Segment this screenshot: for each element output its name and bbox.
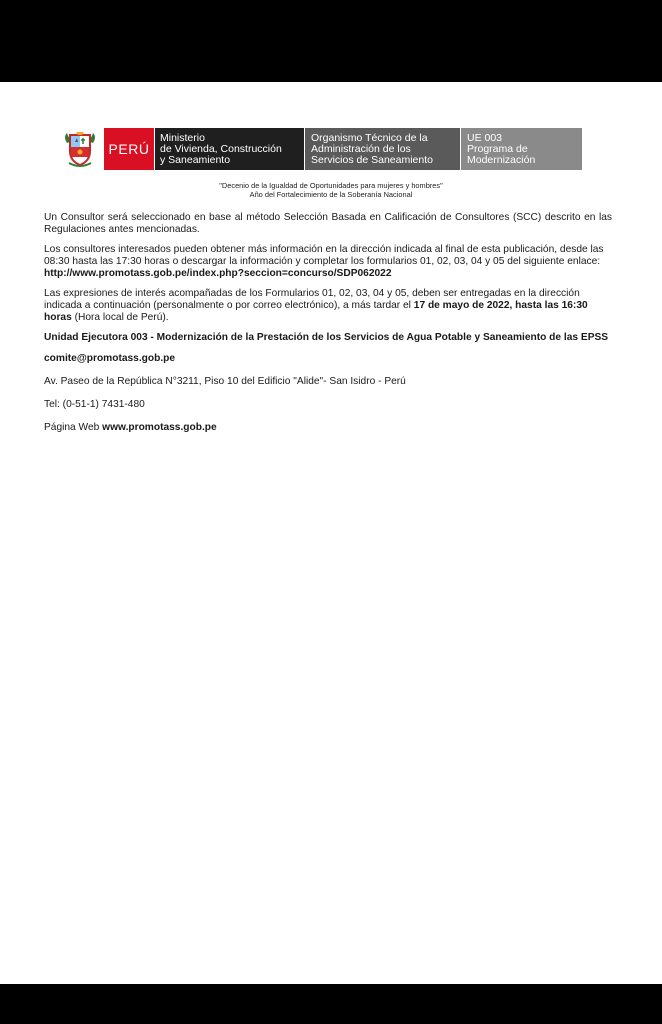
peru-label: PERÚ (104, 128, 154, 170)
ue-line-2: Programa de (467, 143, 528, 155)
decenio-line-1: "Decenio de la Igualdad de Oportunidades para mujeres y hombres" (219, 181, 443, 190)
deadline-date: 17 de mayo de 2022, hasta las 16:30 horas (44, 300, 588, 323)
org-line-1: Organismo Técnico de la (311, 132, 428, 144)
paragraph-info (44, 244, 612, 280)
deadline-timezone: (Hora local de Perú). (74, 312, 169, 323)
email-link[interactable]: comite@promotass.gob.pe (44, 353, 176, 364)
contact-website (44, 422, 612, 434)
ministry-line-3: y Saneamiento (160, 154, 231, 166)
unit-text: Unidad Ejecutora 003 - Modernización de la Prestación de los Servicios de Agua Potable y Saneamiento de las EPSS (44, 332, 609, 343)
organism-name (304, 128, 460, 170)
decenio-line-2: Año del Fortalecimiento de la Soberanía Nacional (249, 190, 413, 199)
contact-address: Av. Paseo de la República N°3211, Piso 10 del Edificio "Alide"- San Isidro - Perú (44, 376, 406, 387)
contact-phone: Tel: (0-51-1) 7431-480 (44, 399, 145, 410)
letterhead (62, 128, 582, 170)
decenio-caption (0, 181, 662, 199)
bottom-black-bar (0, 984, 662, 1024)
info-text: Los consultores interesados pueden obtener más información en la dirección indicada al final de esta publicación, desde las 08:30 hasta las 17:30 horas o descargar la información y completar los formularios 01, 02, 03, 04 y 05 del siguiente enlace: (44, 244, 604, 267)
peru-coat-of-arms-icon (62, 128, 98, 170)
ministry-line-2: de Vivienda, Construcción (160, 143, 282, 155)
paragraph-method: Un Consultor será seleccionado en base al método Selección Basada en Calificación de Consultores (SCC) descrito en las Regulaciones antes mencionadas. (44, 212, 612, 235)
executing-unit-title (44, 332, 612, 344)
ue-line-3: Modernización (467, 154, 536, 166)
org-line-2: Administración de los (311, 143, 411, 155)
ministry-name (154, 128, 304, 170)
ministry-line-1: Ministerio (160, 132, 205, 144)
deadline-text: Las expresiones de interés acompañadas de los Formularios 01, 02, 03, 04 y 05, deben ser entregadas en la dirección indicada a continuación (personalmente o por correo electrónico), a más tardar el (44, 288, 580, 311)
website-link[interactable]: www.promotass.gob.pe (102, 422, 217, 433)
ue-line-1: UE 003 (467, 132, 503, 144)
paragraph-deadline (44, 288, 612, 324)
website-label: Página Web (44, 422, 100, 433)
executing-unit-name (460, 128, 582, 170)
top-black-bar (0, 0, 662, 82)
org-line-3: Servicios de Saneamiento (311, 154, 433, 166)
document-body (44, 212, 612, 434)
contact-email (44, 353, 612, 365)
download-link[interactable]: http://www.promotass.gob.pe/index.php?seccion=concurso/SDP062022 (44, 268, 392, 279)
